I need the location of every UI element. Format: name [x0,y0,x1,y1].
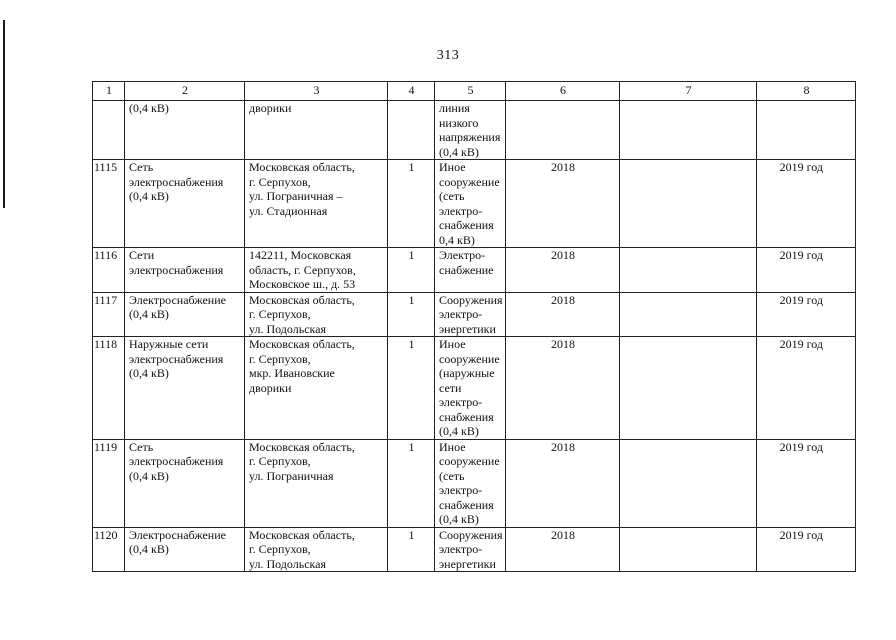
cell-line: энергетики [439,321,496,336]
cell-deadline: 2019 год [757,248,856,293]
cell-line: электроснабжения [129,454,224,468]
cell-line: Иное [439,160,466,174]
cell-line: линия [439,101,470,115]
cell-line: г. Серпухов, [249,454,311,468]
cell-quantity: 1 [388,527,435,572]
cell-line: низкого [439,115,479,130]
cell-line: ул. Стадионная [249,203,328,218]
cell-quantity: 1 [388,439,435,527]
cell-line: снабжения [439,218,494,232]
header-cell-1: 1 [93,82,125,101]
cell-line: электро- [439,307,483,321]
cell-object-type [435,160,506,248]
table-row [93,292,856,337]
cell-address [245,101,388,160]
cell-line: Сооружения [439,527,503,542]
cell-line: Московская область, [249,527,355,542]
cell-address [245,248,388,293]
cell-year: 2018 [506,292,620,337]
header-cell-3: 3 [245,82,388,101]
cell-object-name [125,101,245,160]
cell-line: мкр. Ивановские [249,366,335,380]
table-row [93,439,856,527]
cell-line: 0,4 кВ) [439,232,475,247]
cell-deadline: 2019 год [757,439,856,527]
table-row [93,160,856,248]
cell-quantity: 1 [388,292,435,337]
cell-line: 142211, Московская [249,248,352,262]
cell-year: 2018 [506,337,620,440]
cell-deadline: 2019 год [757,160,856,248]
table-row [93,337,856,440]
cell-line: электро- [439,395,483,409]
cell-column-7 [620,101,757,160]
cell-column-7 [620,248,757,293]
cell-deadline: 2019 год [757,527,856,572]
header-cell-6: 6 [506,82,620,101]
cell-line: г. Серпухов, [249,307,311,321]
table-body [93,101,856,572]
cell-line: Сеть [129,160,154,174]
cell-line: электроснабжения [129,262,224,277]
cell-line: г. Серпухов, [249,174,311,189]
cell-object-type [435,439,506,527]
cell-line: Иное [439,439,466,454]
cell-line: (0,4 кВ) [129,542,169,556]
cell-line: Электроснабжение [129,292,226,307]
cell-number: 1116 [93,248,125,293]
cell-line: сооружение [439,454,500,468]
cell-address [245,527,388,572]
cell-number: 1119 [93,439,125,527]
cell-line: Наружные сети [129,337,209,351]
cell-line: Сеть [129,439,154,454]
cell-address [245,160,388,248]
cell-line: электроснабжения [129,351,224,366]
cell-quantity: 1 [388,160,435,248]
cell-column-7 [620,439,757,527]
cell-line: Московская область, [249,292,355,307]
cell-line: г. Серпухов, [249,542,311,556]
cell-object-name [125,439,245,527]
cell-object-type [435,527,506,572]
cell-number: 1120 [93,527,125,572]
cell-line: (сеть [439,468,465,483]
cell-address [245,292,388,337]
cell-line: ул. Подольская [249,556,327,571]
cell-object-name [125,527,245,572]
table-row [93,248,856,293]
table-row [93,527,856,572]
cell-column-7 [620,527,757,572]
cell-line: (наружные [439,366,495,380]
cell-line: (0,4 кВ) [129,307,169,321]
cell-line: (0,4 кВ) [129,101,169,115]
cell-line: электро- [439,483,483,497]
cell-year: 2018 [506,527,620,572]
page-number: 313 [436,48,460,63]
cell-line: напряжения [439,130,501,144]
registry-table [92,81,856,572]
cell-object-name [125,292,245,337]
cell-deadline: 2019 год [757,337,856,440]
header-cell-7: 7 [620,82,757,101]
cell-line: (сеть [439,189,465,203]
cell-line: сооружение [439,174,500,189]
cell-deadline [757,101,856,160]
cell-object-type [435,101,506,160]
cell-object-type [435,248,506,293]
cell-line: дворики [249,101,292,115]
cell-line: Электроснабжение [129,527,226,542]
header-cell-2: 2 [125,82,245,101]
cell-year: 2018 [506,160,620,248]
cell-year: 2018 [506,439,620,527]
cell-number [93,101,125,160]
cell-column-7 [620,337,757,440]
cell-line: Сооружения [439,292,503,307]
cell-number: 1118 [93,337,125,440]
cell-object-type [435,337,506,440]
cell-line: дворики [249,380,292,395]
cell-column-7 [620,292,757,337]
cell-line: электро- [439,203,483,218]
cell-quantity: 1 [388,337,435,440]
cell-line: ул. Подольская [249,321,327,336]
cell-line: (0,4 кВ) [439,144,479,159]
cell-column-7 [620,160,757,248]
cell-line: Электро- [439,248,486,262]
cell-line: сети [439,380,462,395]
cell-line: Сети [129,248,155,262]
cell-line: ул. Пограничная – [249,189,343,203]
cell-year: 2018 [506,248,620,293]
cell-line: электроснабжения [129,174,224,189]
cell-deadline: 2019 год [757,292,856,337]
cell-line: Московское ш., д. 53 [249,277,356,291]
cell-line: (0,4 кВ) [439,512,479,526]
cell-line: электро- [439,542,483,556]
cell-object-name [125,160,245,248]
cell-line: Московская область, [249,337,355,351]
cell-number: 1117 [93,292,125,337]
cell-line: снабжение [439,262,494,277]
cell-address [245,439,388,527]
cell-line: (0,4 кВ) [129,468,169,483]
cell-line: Московская область, [249,439,355,454]
header-row [93,82,856,101]
cell-line: (0,4 кВ) [439,424,479,438]
cell-object-name [125,337,245,440]
cell-object-type [435,292,506,337]
cell-line: (0,4 кВ) [129,189,169,203]
table-row [93,101,856,160]
cell-quantity [388,101,435,160]
cell-address [245,337,388,440]
cell-line: сооружение [439,351,500,366]
cell-line: снабжения [439,497,494,512]
cell-line: снабжения [439,409,494,424]
header-cell-8: 8 [757,82,856,101]
cell-line: Московская область, [249,160,355,174]
header-cell-4: 4 [388,82,435,101]
cell-quantity: 1 [388,248,435,293]
header-cell-5: 5 [435,82,506,101]
cell-line: г. Серпухов, [249,351,311,366]
cell-line: Иное [439,337,466,351]
cell-line: ул. Пограничная [249,468,334,483]
cell-line: область, г. Серпухов, [249,262,356,277]
cell-line: (0,4 кВ) [129,366,169,380]
cell-year [506,101,620,160]
cell-line: энергетики [439,556,496,571]
cell-object-name [125,248,245,293]
cell-number: 1115 [93,160,125,248]
